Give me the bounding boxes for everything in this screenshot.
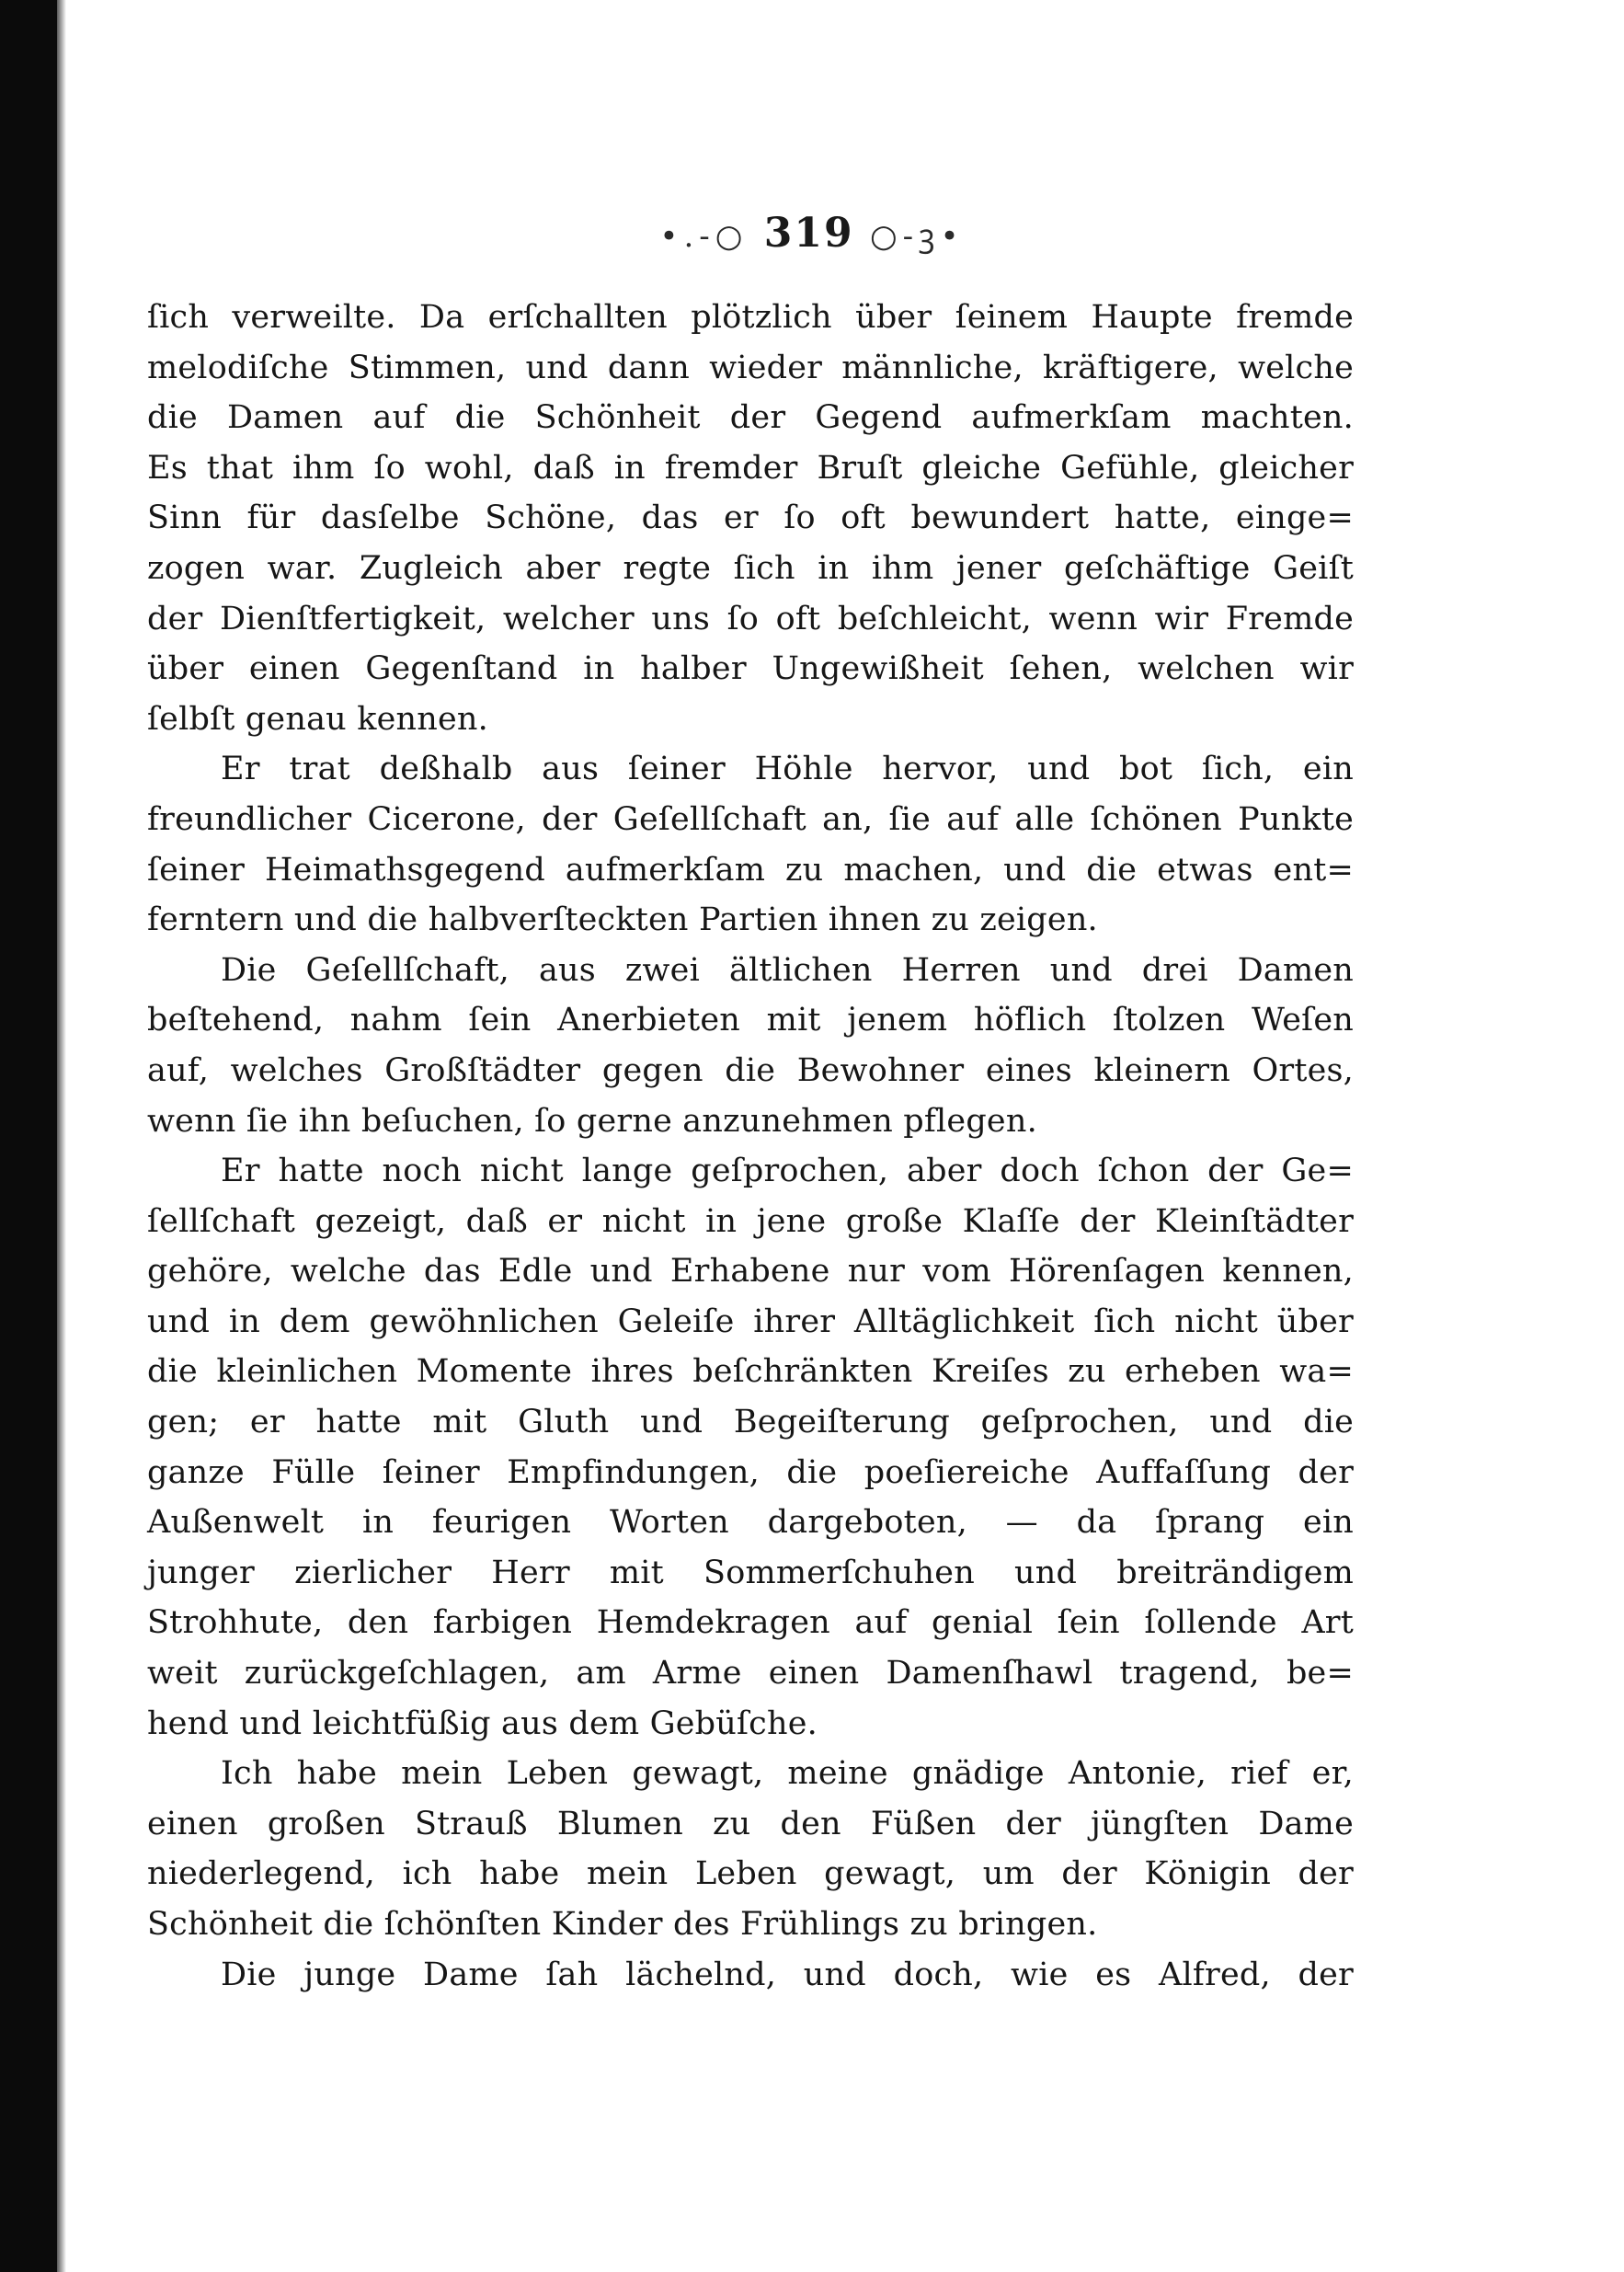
text-line: weit zurückgeſchlagen, am Arme einen Damenſhawl tragend, be= [147, 1655, 1354, 1693]
text-line: ſelbſt genau kennen. [147, 700, 488, 738]
text-line: Die Geſellſchaft, aus zwei ältlichen Herren und drei Damen [221, 951, 1354, 989]
text-line: ſeiner Heimathsgegend aufmerkſam zu machen, und die etwas ent= [147, 851, 1354, 889]
text-line: die kleinlichen Momente ihres beſchränkten Kreiſes zu erheben wa= [147, 1353, 1354, 1391]
text-line: die Damen auf die Schönheit der Gegend aufmerkſam machten. [147, 399, 1354, 437]
scan-left-edge [0, 0, 57, 2272]
text-line: auf, welches Großſtädter gegen die Bewohner eines kleinern Ortes, [147, 1051, 1354, 1089]
text-line: Er trat deßhalb aus ſeiner Höhle hervor, und bot ſich, ein [221, 751, 1354, 788]
text-line: melodiſche Stimmen, und dann wieder männliche, kräftigere, welche [147, 349, 1354, 386]
text-line: Es that ihm ſo wohl, daß in fremder Bruſt gleiche Gefühle, gleicher [147, 449, 1354, 487]
ornament-right: ○-ꝫ• [869, 218, 965, 255]
text-line: niederlegend, ich habe mein Leben gewagt, um der Königin der [147, 1855, 1354, 1893]
text-line: hend und leichtfüßig aus dem Gebüſche. [147, 1704, 818, 1742]
text-line: ferntern und die halbverſteckten Partien ihnen zu zeigen. [147, 901, 1098, 939]
text-line: über einen Gegenſtand in halber Ungewißheit ſehen, welchen wir [147, 650, 1354, 688]
text-line: gehöre, welche das Edle und Erhabene nur vom Hörenſagen kennen, [147, 1253, 1354, 1291]
text-line: beſtehend, nahm ſein Anerbieten mit jenem höflich ſtolzen Weſen [147, 1002, 1354, 1039]
text-line: Ich habe mein Leben gewagt, meine gnädige Antonie, rief er, [221, 1755, 1354, 1793]
text-line: Außenwelt in feurigen Worten dargeboten, — da ſprang ein [147, 1504, 1354, 1542]
text-line: Schönheit die ſchönſten Kinder des Frühlings zu bringen. [147, 1906, 1098, 1943]
text-line: der Dienſtfertigkeit, welcher uns ſo oft beſchleicht, wenn wir Fremde [147, 600, 1354, 637]
page-header [0, 210, 1624, 257]
text-line: einen großen Strauß Blumen zu den Füßen der jüngſten Dame [147, 1805, 1354, 1842]
page-number: 319 [763, 210, 854, 257]
text-line: zogen war. Zugleich aber regte ſich in ihm jener geſchäftige Geiſt [147, 549, 1354, 587]
text-line: Strohhute, den farbigen Hemdekragen auf genial ſein ſollende Art [147, 1604, 1354, 1642]
body-text [147, 293, 1354, 2000]
text-line: junger zierlicher Herr mit Sommerſchuhen und breiträndigem [147, 1554, 1354, 1591]
text-line: freundlicher Cicerone, der Geſellſchaft an, ſie auf alle ſchönen Punkte [147, 800, 1354, 838]
text-line: ganze Fülle ſeiner Empfindungen, die poeſiereiche Auffaſſung der [147, 1453, 1354, 1491]
scan-edge-shadow [57, 0, 66, 2272]
text-line: Die junge Dame ſah lächelnd, und doch, wie es Alfred, der [221, 1956, 1354, 1993]
text-line: gen; er hatte mit Gluth und Begeiſterung geſprochen, und die [147, 1404, 1354, 1441]
text-line: ſellſchaft gezeigt, daß er nicht in jene große Klaſſe der Kleinſtädter [147, 1202, 1354, 1240]
text-line: und in dem gewöhnlichen Geleiſe ihrer Alltäglichkeit ſich nicht über [147, 1302, 1354, 1340]
text-line: wenn ſie ihn beſuchen, ſo gerne anzunehmen pflegen. [147, 1102, 1037, 1140]
ornament-left: •.-○ [659, 218, 749, 255]
text-line: ſich verweilte. Da erſchallten plötzlich über ſeinem Haupte fremde [147, 299, 1354, 336]
text-line: Sinn für dasſelbe Schöne, das er ſo oft bewundert hatte, einge= [147, 499, 1354, 537]
text-line: Er hatte noch nicht lange geſprochen, aber doch ſchon der Ge= [221, 1153, 1354, 1190]
